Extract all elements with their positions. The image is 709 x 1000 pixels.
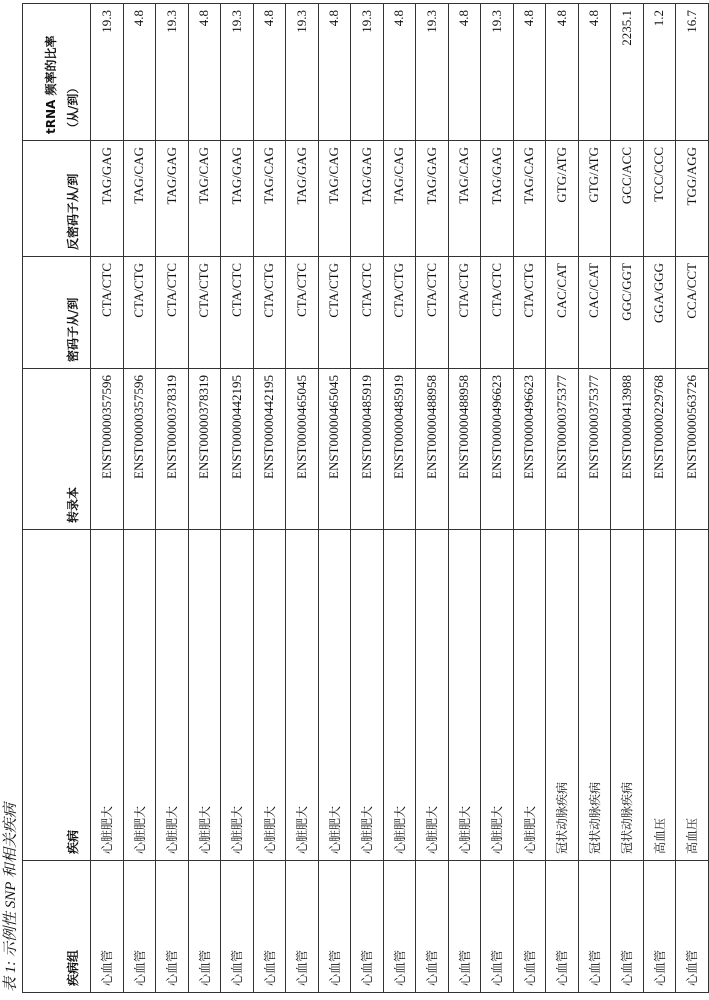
cell-anticodon: TAG/GAG — [481, 141, 514, 257]
cell-anticodon: TAG/GAG — [416, 141, 449, 257]
cell-group: 心血管 — [156, 861, 189, 993]
cell-transcript: ENST00000485919 — [351, 369, 384, 530]
cell-group: 心血管 — [448, 861, 481, 993]
cell-transcript: ENST00000496623 — [513, 369, 546, 530]
header-anticodon: 反密码子从/到 — [23, 141, 91, 257]
header-codon: 密码子从/到 — [23, 257, 91, 369]
cell-disease: 心脏肥大 — [123, 530, 156, 861]
cell-transcript: ENST00000375377 — [578, 369, 611, 530]
cell-transcript: ENST00000413988 — [611, 369, 644, 530]
table-row — [188, 4, 221, 993]
cell-codon: CTA/CTG — [188, 257, 221, 369]
table-row — [448, 4, 481, 993]
cell-transcript: ENST00000229768 — [643, 369, 676, 530]
table-caption: 表 1: 示例性 SNP 和相关疾病 — [3, 803, 19, 992]
table-row — [643, 4, 676, 993]
cell-transcript: ENST00000378319 — [156, 369, 189, 530]
cell-trna-ratio: 19.3 — [416, 4, 449, 141]
cell-anticodon: GTG/ATG — [546, 141, 579, 257]
cell-group: 心血管 — [676, 861, 709, 993]
cell-anticodon: GTG/ATG — [578, 141, 611, 257]
cell-transcript: ENST00000563726 — [676, 369, 709, 530]
cell-disease: 冠状动脉疾病 — [578, 530, 611, 861]
cell-disease: 冠状动脉疾病 — [611, 530, 644, 861]
cell-codon: CTA/CTG — [123, 257, 156, 369]
cell-anticodon: TAG/GAG — [91, 141, 124, 257]
table-row — [221, 4, 254, 993]
table-row — [156, 4, 189, 993]
table-row — [351, 4, 384, 993]
cell-codon: CTA/CTG — [383, 257, 416, 369]
table-row — [383, 4, 416, 993]
cell-trna-ratio: 4.8 — [318, 4, 351, 141]
cell-anticodon: TAG/CAG — [318, 141, 351, 257]
cell-transcript: ENST00000465045 — [286, 369, 319, 530]
header-group: 疾病组 — [23, 861, 91, 993]
caption-container — [0, 0, 22, 1000]
table-row — [286, 4, 319, 993]
table-row — [611, 4, 644, 993]
table-row — [676, 4, 709, 993]
cell-trna-ratio: 19.3 — [156, 4, 189, 141]
cell-codon: CTA/CTG — [253, 257, 286, 369]
cell-group: 心血管 — [481, 861, 514, 993]
cell-codon: CAC/CAT — [546, 257, 579, 369]
cell-trna-ratio: 1.2 — [643, 4, 676, 141]
cell-trna-ratio: 4.8 — [123, 4, 156, 141]
cell-disease: 心脏肥大 — [221, 530, 254, 861]
cell-transcript: ENST00000488958 — [416, 369, 449, 530]
cell-group: 心血管 — [546, 861, 579, 993]
cell-transcript: ENST00000357596 — [91, 369, 124, 530]
cell-disease: 高血压 — [643, 530, 676, 861]
cell-disease: 心脏肥大 — [253, 530, 286, 861]
cell-trna-ratio: 4.8 — [448, 4, 481, 141]
cell-trna-ratio: 4.8 — [513, 4, 546, 141]
cell-group: 心血管 — [123, 861, 156, 993]
cell-codon: CTA/CTC — [416, 257, 449, 369]
cell-anticodon: TAG/CAG — [253, 141, 286, 257]
cell-anticodon: TAG/GAG — [221, 141, 254, 257]
table-row — [578, 4, 611, 993]
cell-disease: 心脏肥大 — [481, 530, 514, 861]
cell-anticodon: TAG/GAG — [156, 141, 189, 257]
cell-group: 心血管 — [416, 861, 449, 993]
header-trna-ratio-line2: （从/到） — [66, 81, 80, 134]
cell-anticodon: TAG/GAG — [286, 141, 319, 257]
cell-codon: CTA/CTC — [481, 257, 514, 369]
header-trna-ratio — [23, 4, 91, 141]
table-row — [546, 4, 579, 993]
cell-anticodon: TAG/CAG — [188, 141, 221, 257]
header-disease: 疾病 — [23, 530, 91, 861]
cell-codon: CAC/CAT — [578, 257, 611, 369]
cell-codon: CTA/CTC — [156, 257, 189, 369]
table-row — [513, 4, 546, 993]
cell-trna-ratio: 19.3 — [351, 4, 384, 141]
table-row — [481, 4, 514, 993]
cell-transcript: ENST00000442195 — [253, 369, 286, 530]
cell-anticodon: TAG/CAG — [448, 141, 481, 257]
header-transcript: 转录本 — [23, 369, 91, 530]
cell-group: 心血管 — [91, 861, 124, 993]
cell-disease: 心脏肥大 — [416, 530, 449, 861]
cell-codon: CTA/CTG — [513, 257, 546, 369]
cell-codon: CCA/CCT — [676, 257, 709, 369]
cell-transcript: ENST00000488958 — [448, 369, 481, 530]
cell-group: 心血管 — [351, 861, 384, 993]
cell-transcript: ENST00000378319 — [188, 369, 221, 530]
cell-disease: 心脏肥大 — [318, 530, 351, 861]
cell-codon: CTA/CTG — [448, 257, 481, 369]
cell-codon: GGC/GGT — [611, 257, 644, 369]
table-row — [91, 4, 124, 993]
cell-group: 心血管 — [578, 861, 611, 993]
cell-group: 心血管 — [253, 861, 286, 993]
cell-trna-ratio: 19.3 — [221, 4, 254, 141]
table-row — [416, 4, 449, 993]
cell-codon: CTA/CTC — [91, 257, 124, 369]
cell-codon: CTA/CTG — [318, 257, 351, 369]
cell-trna-ratio: 4.8 — [383, 4, 416, 141]
table-row — [123, 4, 156, 993]
cell-disease: 心脏肥大 — [351, 530, 384, 861]
cell-group: 心血管 — [286, 861, 319, 993]
cell-disease: 心脏肥大 — [188, 530, 221, 861]
cell-transcript: ENST00000496623 — [481, 369, 514, 530]
cell-transcript: ENST00000375377 — [546, 369, 579, 530]
cell-anticodon: GCC/ACC — [611, 141, 644, 257]
snp-disease-table — [22, 3, 709, 993]
cell-trna-ratio: 4.8 — [253, 4, 286, 141]
cell-anticodon: TAG/GAG — [351, 141, 384, 257]
cell-disease: 心脏肥大 — [383, 530, 416, 861]
cell-codon: CTA/CTC — [351, 257, 384, 369]
cell-transcript: ENST00000485919 — [383, 369, 416, 530]
cell-disease: 心脏肥大 — [286, 530, 319, 861]
cell-group: 心血管 — [188, 861, 221, 993]
cell-group: 心血管 — [221, 861, 254, 993]
table-row — [253, 4, 286, 993]
cell-anticodon: TAG/CAG — [123, 141, 156, 257]
cell-anticodon: TGG/AGG — [676, 141, 709, 257]
cell-trna-ratio: 4.8 — [546, 4, 579, 141]
cell-anticodon: TAG/CAG — [513, 141, 546, 257]
cell-group: 心血管 — [383, 861, 416, 993]
cell-trna-ratio: 16.7 — [676, 4, 709, 141]
cell-disease: 冠状动脉疾病 — [546, 530, 579, 861]
cell-group: 心血管 — [643, 861, 676, 993]
cell-disease: 高血压 — [676, 530, 709, 861]
cell-codon: GGA/GGG — [643, 257, 676, 369]
table-row — [318, 4, 351, 993]
cell-trna-ratio: 4.8 — [578, 4, 611, 141]
cell-trna-ratio: 19.3 — [481, 4, 514, 141]
cell-transcript: ENST00000465045 — [318, 369, 351, 530]
cell-trna-ratio: 19.3 — [91, 4, 124, 141]
cell-disease: 心脏肥大 — [448, 530, 481, 861]
cell-disease: 心脏肥大 — [513, 530, 546, 861]
header-row — [23, 4, 91, 993]
cell-disease: 心脏肥大 — [91, 530, 124, 861]
cell-group: 心血管 — [318, 861, 351, 993]
cell-trna-ratio: 2235.1 — [611, 4, 644, 141]
cell-codon: CTA/CTC — [221, 257, 254, 369]
table-container — [22, 4, 700, 993]
cell-transcript: ENST00000442195 — [221, 369, 254, 530]
cell-disease: 心脏肥大 — [156, 530, 189, 861]
header-trna-ratio-line1: tRNA 频率的比率 — [44, 35, 58, 134]
cell-trna-ratio: 19.3 — [286, 4, 319, 141]
cell-anticodon: TAG/CAG — [383, 141, 416, 257]
cell-anticodon: TCC/CCC — [643, 141, 676, 257]
cell-transcript: ENST00000357596 — [123, 369, 156, 530]
cell-group: 心血管 — [513, 861, 546, 993]
cell-trna-ratio: 4.8 — [188, 4, 221, 141]
cell-codon: CTA/CTC — [286, 257, 319, 369]
cell-group: 心血管 — [611, 861, 644, 993]
